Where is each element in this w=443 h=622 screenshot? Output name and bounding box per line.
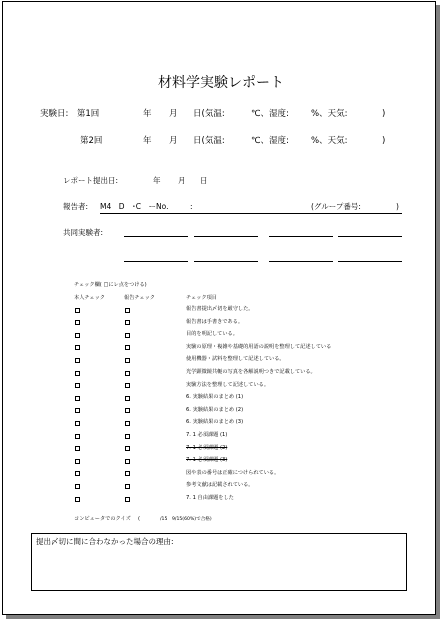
- self-check-checkbox[interactable]: [75, 459, 80, 464]
- group-number-label: (グループ番号:: [311, 202, 361, 211]
- session1-temperature-label: 日(気温:: [193, 109, 225, 119]
- check-item-text: 実験方法を整理して記述している。: [186, 381, 270, 388]
- column-check-item: チェック項目: [186, 295, 217, 301]
- report-check-checkbox[interactable]: [125, 471, 130, 476]
- check-item-text: 6. 実験結果のまとめ (2): [186, 406, 244, 413]
- report-check-checkbox[interactable]: [125, 408, 130, 413]
- reporter-name-colon: :: [190, 202, 193, 211]
- self-check-checkbox[interactable]: [75, 408, 80, 413]
- report-check-checkbox[interactable]: [125, 434, 130, 439]
- submission-day-label: 日: [200, 176, 208, 185]
- report-check-checkbox[interactable]: [125, 484, 130, 489]
- check-item-text: 目的を明記している。: [186, 331, 238, 338]
- check-item-text: 報告書は手書きである。: [186, 318, 244, 325]
- report-check-checkbox[interactable]: [125, 371, 130, 376]
- self-check-checkbox[interactable]: [75, 345, 80, 350]
- coexperimenter-line-7: [269, 261, 333, 262]
- session2-temperature-label: 日(気温:: [193, 136, 225, 146]
- page-title: 材料学実験レポート: [158, 75, 284, 91]
- coexperimenter-line-5: [124, 261, 188, 262]
- coexperimenter-label: 共同実験者:: [63, 228, 104, 237]
- report-check-checkbox[interactable]: [125, 497, 130, 502]
- session1-label: 実験日: 第1回: [40, 109, 100, 119]
- session1-close-paren: ): [382, 109, 386, 119]
- self-check-checkbox[interactable]: [75, 497, 80, 502]
- session2-label: 第2回: [80, 136, 103, 146]
- check-item-text: 6. 実験結果のまとめ (3): [186, 419, 244, 426]
- column-self-check: 本人チェック: [74, 295, 105, 301]
- report-check-checkbox[interactable]: [125, 333, 130, 338]
- check-item-text: 実験の原理・複雑や基礎的用語の説明を整理して記述している: [186, 343, 332, 350]
- reporter-label: 報告者:: [63, 202, 89, 211]
- check-item-text: 光学顕微鏡共軛の写真を各解説明つきで記載している。: [186, 369, 316, 375]
- check-item-text: 7. 1 自由課題をした: [186, 495, 234, 501]
- session1-month-label: 月: [169, 109, 178, 119]
- self-check-checkbox[interactable]: [75, 421, 80, 426]
- session2-close-paren: ): [382, 136, 386, 146]
- check-item-text: 6. 実験結果のまとめ (1): [186, 394, 244, 401]
- report-check-checkbox[interactable]: [125, 383, 130, 388]
- session2-weather-label: %、天気:: [311, 136, 348, 146]
- check-item-text: 7. 1 必須課題 (1): [186, 432, 228, 438]
- coexperimenter-line-1: [124, 236, 188, 237]
- report-check-checkbox[interactable]: [125, 358, 130, 363]
- self-check-checkbox[interactable]: [75, 434, 80, 439]
- check-item-text: 参考文献は記載されている。: [186, 482, 254, 489]
- self-check-checkbox[interactable]: [75, 371, 80, 376]
- report-check-checkbox[interactable]: [125, 320, 130, 325]
- submission-year-label: 年: [153, 176, 161, 185]
- quiz-score: /15 9/15(60%)で合格): [160, 517, 212, 522]
- coexperimenter-line-8: [338, 261, 402, 262]
- coexperimenter-line-2: [194, 236, 258, 237]
- column-report-check: 報告チェック: [124, 295, 155, 301]
- session2-humidity-label: ℃、湿度:: [251, 136, 289, 146]
- submission-date-label: レポート提出日:: [63, 176, 119, 185]
- self-check-checkbox[interactable]: [75, 358, 80, 363]
- coexperimenter-line-4: [338, 236, 402, 237]
- self-check-checkbox[interactable]: [75, 383, 80, 388]
- check-item-text: 7. 1 必須課題 (2): [186, 444, 228, 451]
- session1-humidity-label: ℃、湿度:: [251, 109, 289, 119]
- self-check-checkbox[interactable]: [75, 484, 80, 489]
- coexperimenter-line-3: [269, 236, 333, 237]
- check-item-text: 図や表の番号は正確につけられている。: [186, 469, 280, 476]
- session2-year-label: 年: [143, 136, 152, 146]
- submission-month-label: 月: [178, 176, 186, 185]
- self-check-checkbox[interactable]: [75, 471, 80, 476]
- quiz-label: コンピュータでのクイズ: [74, 516, 131, 522]
- coexperimenter-line-6: [194, 261, 258, 262]
- report-check-checkbox[interactable]: [125, 396, 130, 401]
- self-check-checkbox[interactable]: [75, 446, 80, 451]
- report-check-checkbox[interactable]: [125, 459, 130, 464]
- session1-weather-label: %、天気:: [311, 109, 348, 119]
- report-check-checkbox[interactable]: [125, 345, 130, 350]
- group-number-close: ): [396, 202, 399, 211]
- check-item-text: 報告書提出〆切を厳守した。: [186, 306, 254, 312]
- self-check-checkbox[interactable]: [75, 320, 80, 325]
- check-item-text: 7. 1 必須課題 (3): [186, 457, 228, 464]
- reporter-underline: [100, 213, 402, 214]
- self-check-checkbox[interactable]: [75, 396, 80, 401]
- reporter-student-id: M4 D ･C ーNo.: [100, 202, 169, 211]
- report-check-checkbox[interactable]: [125, 421, 130, 426]
- check-item-text: 使用機器・試料を整理して記述している。: [186, 356, 285, 363]
- report-check-checkbox[interactable]: [125, 308, 130, 313]
- report-check-checkbox[interactable]: [125, 446, 130, 451]
- quiz-paren-open: (: [138, 516, 141, 522]
- self-check-checkbox[interactable]: [75, 308, 80, 313]
- session1-year-label: 年: [143, 109, 152, 119]
- late-reason-label: 提出〆切に間に合わなかった場合の理由:: [36, 537, 174, 546]
- self-check-checkbox[interactable]: [75, 333, 80, 338]
- checklist-instruction: チェック欄( □にレ点をつける): [74, 282, 147, 288]
- session2-month-label: 月: [169, 136, 178, 146]
